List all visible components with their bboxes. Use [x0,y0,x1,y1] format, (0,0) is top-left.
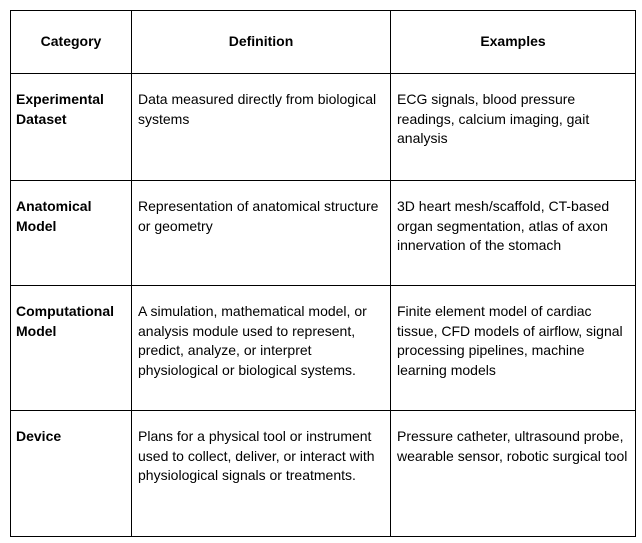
definition-text: Plans for a physical tool or instrument used to collect, deliver, or interact with physiological signals or treatments. [138,428,375,483]
category-text: Device [16,428,62,444]
definition-cell [132,181,391,286]
examples-text: Finite element model of cardiac tissue, CFD models of airflow, signal processing pipelines, machine learning models [397,303,623,378]
header-definition: Definition [132,11,391,74]
table-row [11,286,636,411]
definition-text: Representation of anatomical structure or geometry [138,198,379,234]
examples-cell [391,74,636,181]
examples-text: Pressure catheter, ultrasound probe, wearable sensor, robotic surgical tool [397,428,628,464]
category-text: Anatomical Model [16,198,92,234]
examples-text: 3D heart mesh/scaffold, CT-based organ segmentation, atlas of axon innervation of the stomach [397,198,610,253]
examples-cell [391,411,636,537]
examples-cell [391,286,636,411]
definition-cell [132,286,391,411]
definition-cell [132,74,391,181]
table-row [11,181,636,286]
examples-text: ECG signals, blood pressure readings, calcium imaging, gait analysis [397,91,590,146]
table-row [11,411,636,537]
definition-cell [132,411,391,537]
definition-text: Data measured directly from biological systems [138,91,377,127]
category-text: Computational Model [16,303,114,339]
header-examples: Examples [391,11,636,74]
table-row [11,74,636,181]
category-cell [11,74,132,181]
category-text: Experimental Dataset [16,91,104,127]
category-cell [11,286,132,411]
examples-cell [391,181,636,286]
header-row [11,11,636,74]
definition-text: A simulation, mathematical model, or analysis module used to represent, predict, analyze, or interpret physiological or biological systems. [138,303,367,378]
category-cell [11,181,132,286]
category-cell [11,411,132,537]
category-table [10,10,636,537]
header-category: Category [11,11,132,74]
